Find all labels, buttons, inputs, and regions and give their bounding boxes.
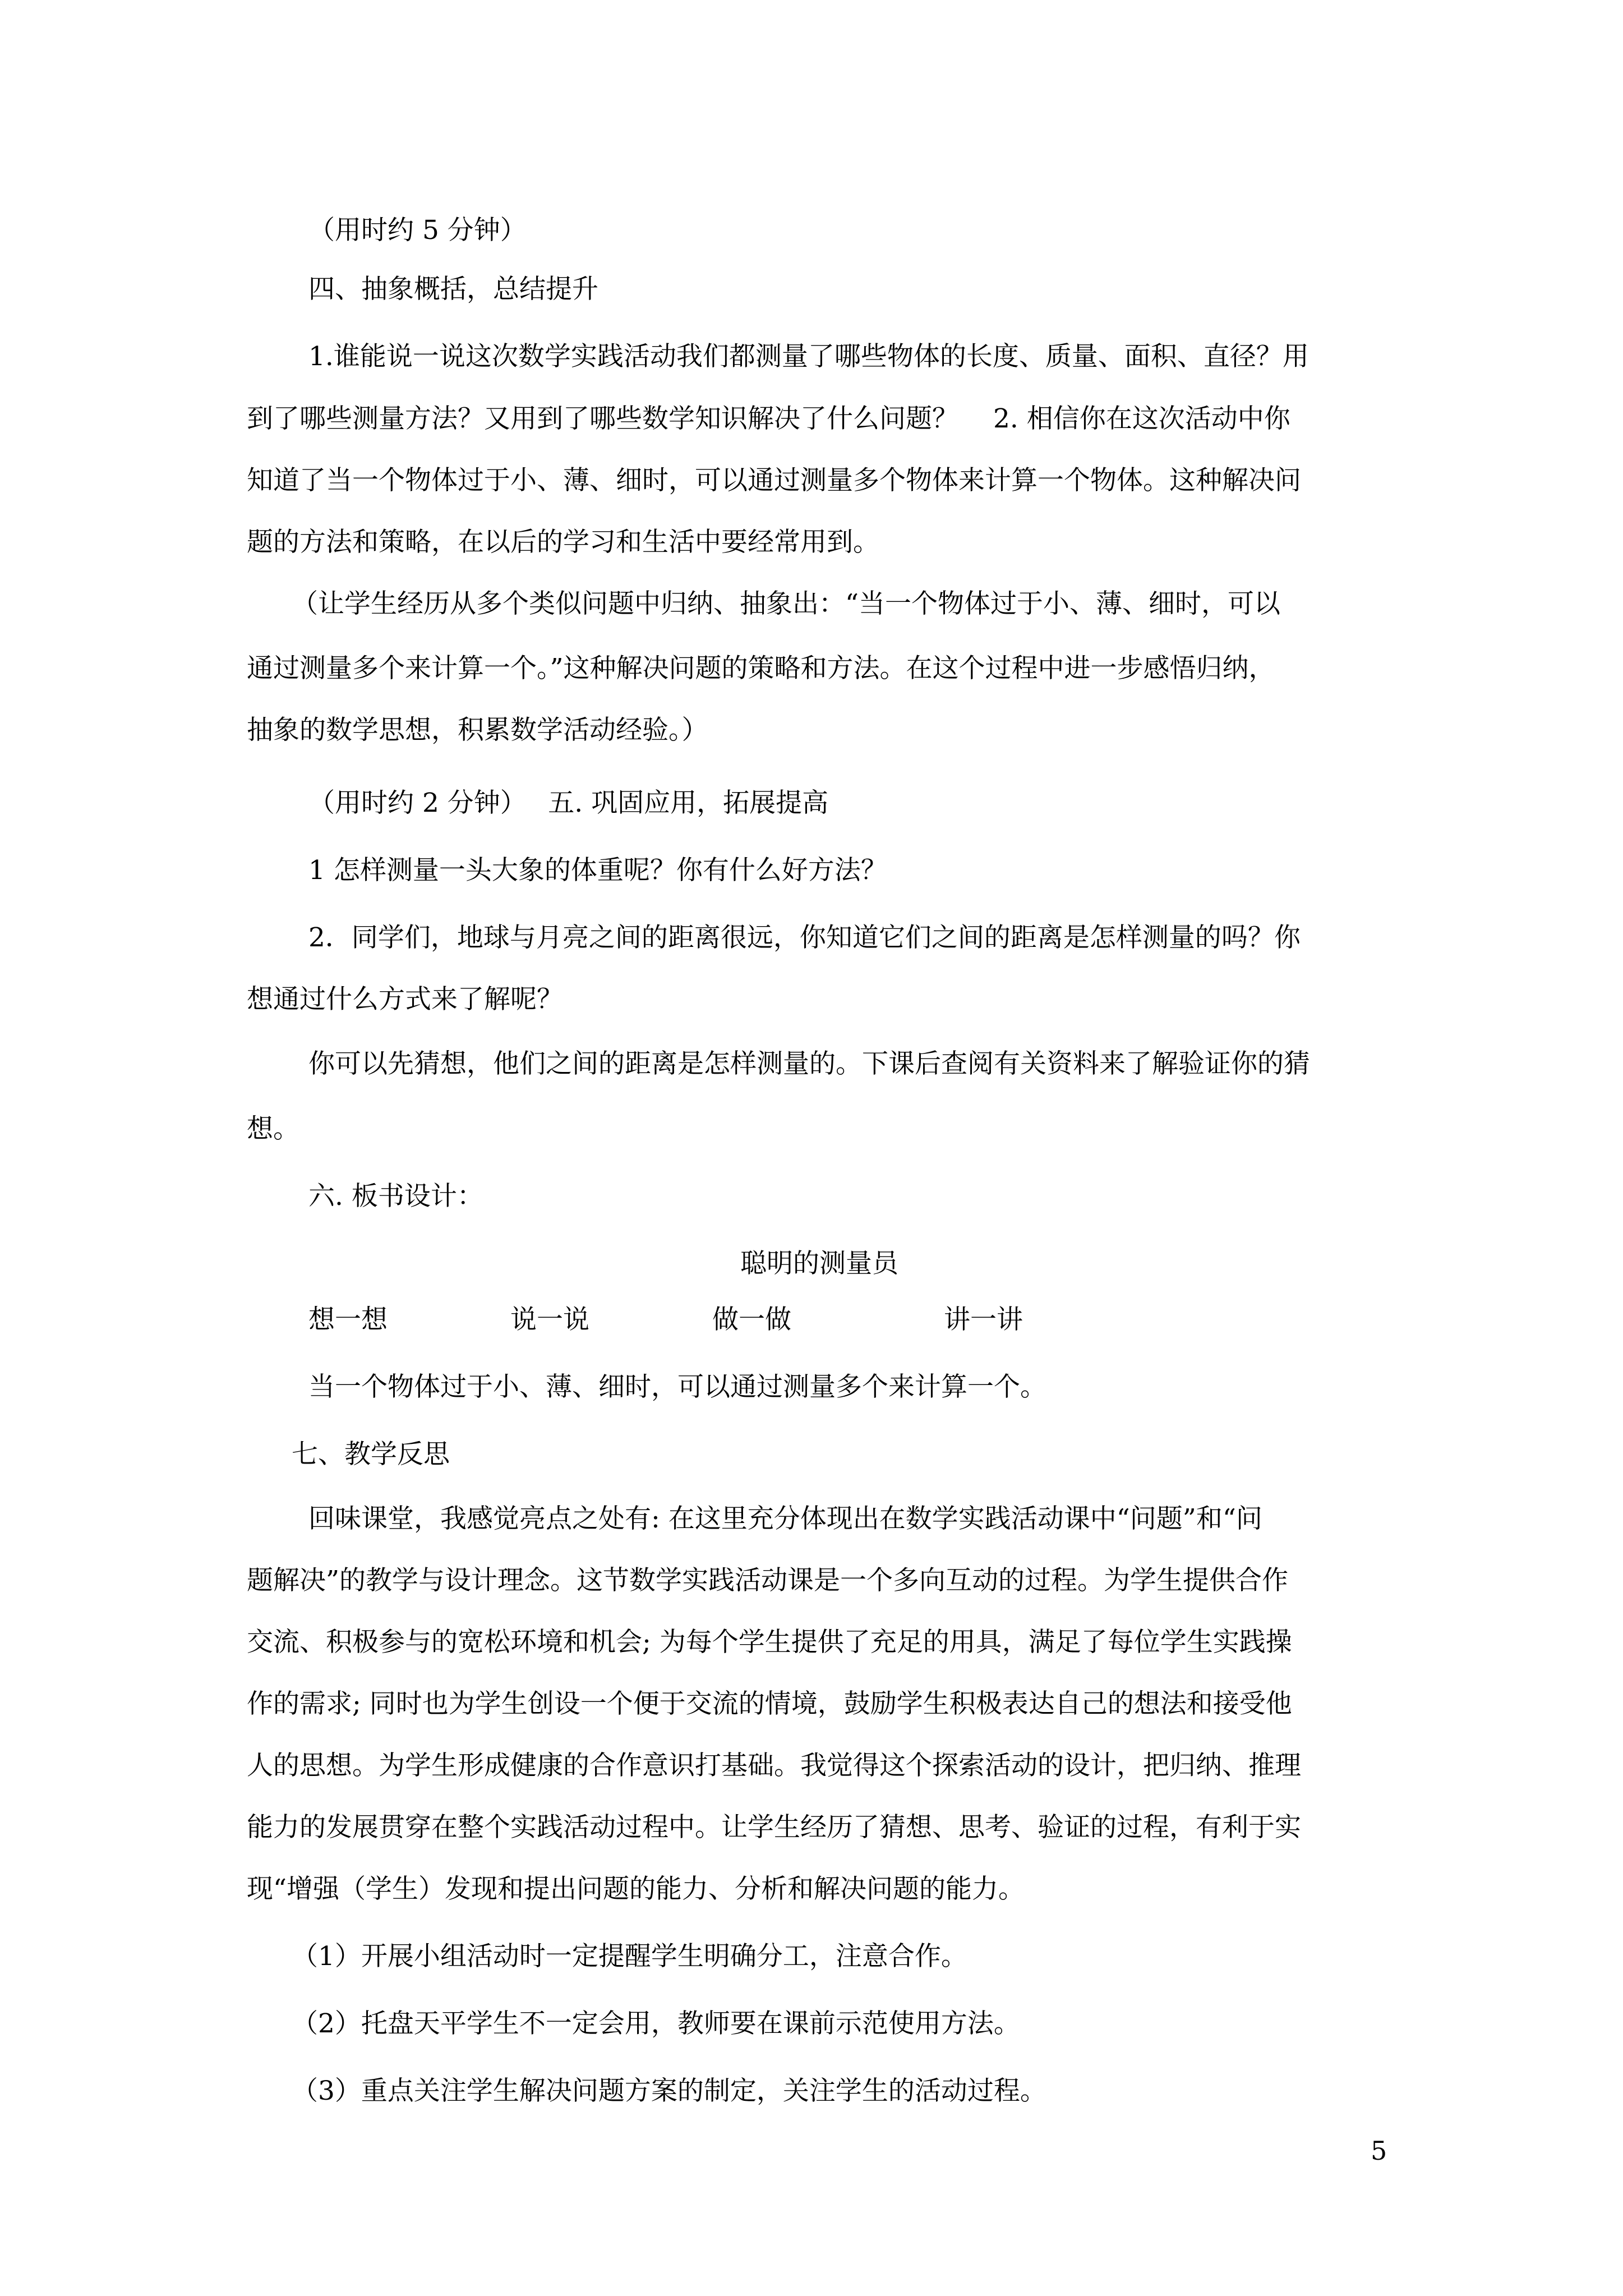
paragraph-line: 通过测量多个来计算一个。”这种解决问题的策略和方法。在这个过程中进一步感悟归纳， — [247, 653, 1275, 684]
section-7-heading: 七、教学反思 — [292, 1439, 450, 1470]
paragraph-line: 作的需求; 同时也为学生创设一个便于交流的情境，鼓励学生积极表达自己的想法和接受他 — [247, 1688, 1292, 1719]
board-word: 说一说 — [510, 1304, 589, 1335]
paragraph-line: 到了哪些测量方法？又用到了哪些数学知识解决了什么问题？ 2. 相信你在这次活动中你 — [247, 403, 1290, 434]
paragraph-line: 你可以先猜想，他们之间的距离是怎样测量的。下课后查阅有关资料来了解验证你的猜 — [308, 1048, 1310, 1079]
paragraph-line: 题解决”的教学与设计理念。这节数学实践活动课是一个多向互动的过程。为学生提供合作 — [247, 1565, 1289, 1596]
paragraph-line: 能力的发展贯穿在整个实践活动过程中。让学生经历了猜想、思考、验证的过程，有利于实 — [247, 1812, 1301, 1843]
board-word: 想一想 — [308, 1304, 388, 1335]
paragraph-line: 回味课堂，我感觉亮点之处有: 在这里充分体现出在数学实践活动课中“问题”和“问 — [308, 1503, 1262, 1534]
paragraph-line: （让学生经历从多个类似问题中归纳、抽象出：“当一个物体过于小、薄、细时，可以 — [292, 588, 1281, 619]
time-note-5-min: （用时约 5 分钟） — [308, 215, 527, 246]
paragraph-line: 1.谁能说一说这次数学实践活动我们都测量了哪些物体的长度、质量、面积、直径？用 — [308, 341, 1309, 372]
paragraph-line: 抽象的数学思想，积累数学活动经验。） — [247, 715, 708, 746]
paragraph-line: 想。 — [247, 1114, 299, 1144]
section-4-heading: 四、抽象概括，总结提升 — [308, 274, 598, 305]
paragraph-line: 现“增强（学生）发现和提出问题的能力、分析和解决问题的能力。 — [247, 1874, 1025, 1904]
board-word: 讲一讲 — [944, 1304, 1023, 1335]
board-word: 做一做 — [712, 1304, 791, 1335]
paragraph-line: 交流、积极参与的宽松环境和机会; 为每个学生提供了充足的用具，满足了每位学生实践操 — [247, 1627, 1292, 1658]
board-summary: 当一个物体过于小、薄、细时，可以通过测量多个来计算一个。 — [308, 1372, 1046, 1402]
reflection-item: （1）开展小组活动时一定提醒学生明确分工，注意合作。 — [292, 1941, 967, 1972]
page-number: 5 — [1371, 2136, 1387, 2166]
paragraph-line: 人的思想。为学生形成健康的合作意识打基础。我觉得这个探索活动的设计，把归纳、推理 — [247, 1750, 1301, 1781]
paragraph-line: 知道了当一个物体过于小、薄、细时，可以通过测量多个物体来计算一个物体。这种解决问 — [247, 465, 1301, 496]
reflection-item: （3）重点关注学生解决问题方案的制定，关注学生的活动过程。 — [292, 2076, 1046, 2106]
section-6-heading: 六. 板书设计： — [308, 1181, 483, 1212]
paragraph-line: 题的方法和策略，在以后的学习和生活中要经常用到。 — [247, 527, 879, 558]
reflection-item: （2）托盘天平学生不一定会用，教师要在课前示范使用方法。 — [292, 2008, 1020, 2039]
time-note-and-section-5-heading: （用时约 2 分钟） 五. 巩固应用，拓展提高 — [308, 788, 829, 818]
board-title: 聪明的测量员 — [740, 1248, 898, 1279]
paragraph-line: 1 怎样测量一头大象的体重呢？你有什么好方法？ — [308, 855, 887, 886]
paragraph-line: 想通过什么方式来了解呢？ — [247, 984, 563, 1015]
paragraph-line: 2．同学们，地球与月亮之间的距离很远，你知道它们之间的距离是怎样测量的吗？你 — [308, 922, 1301, 953]
